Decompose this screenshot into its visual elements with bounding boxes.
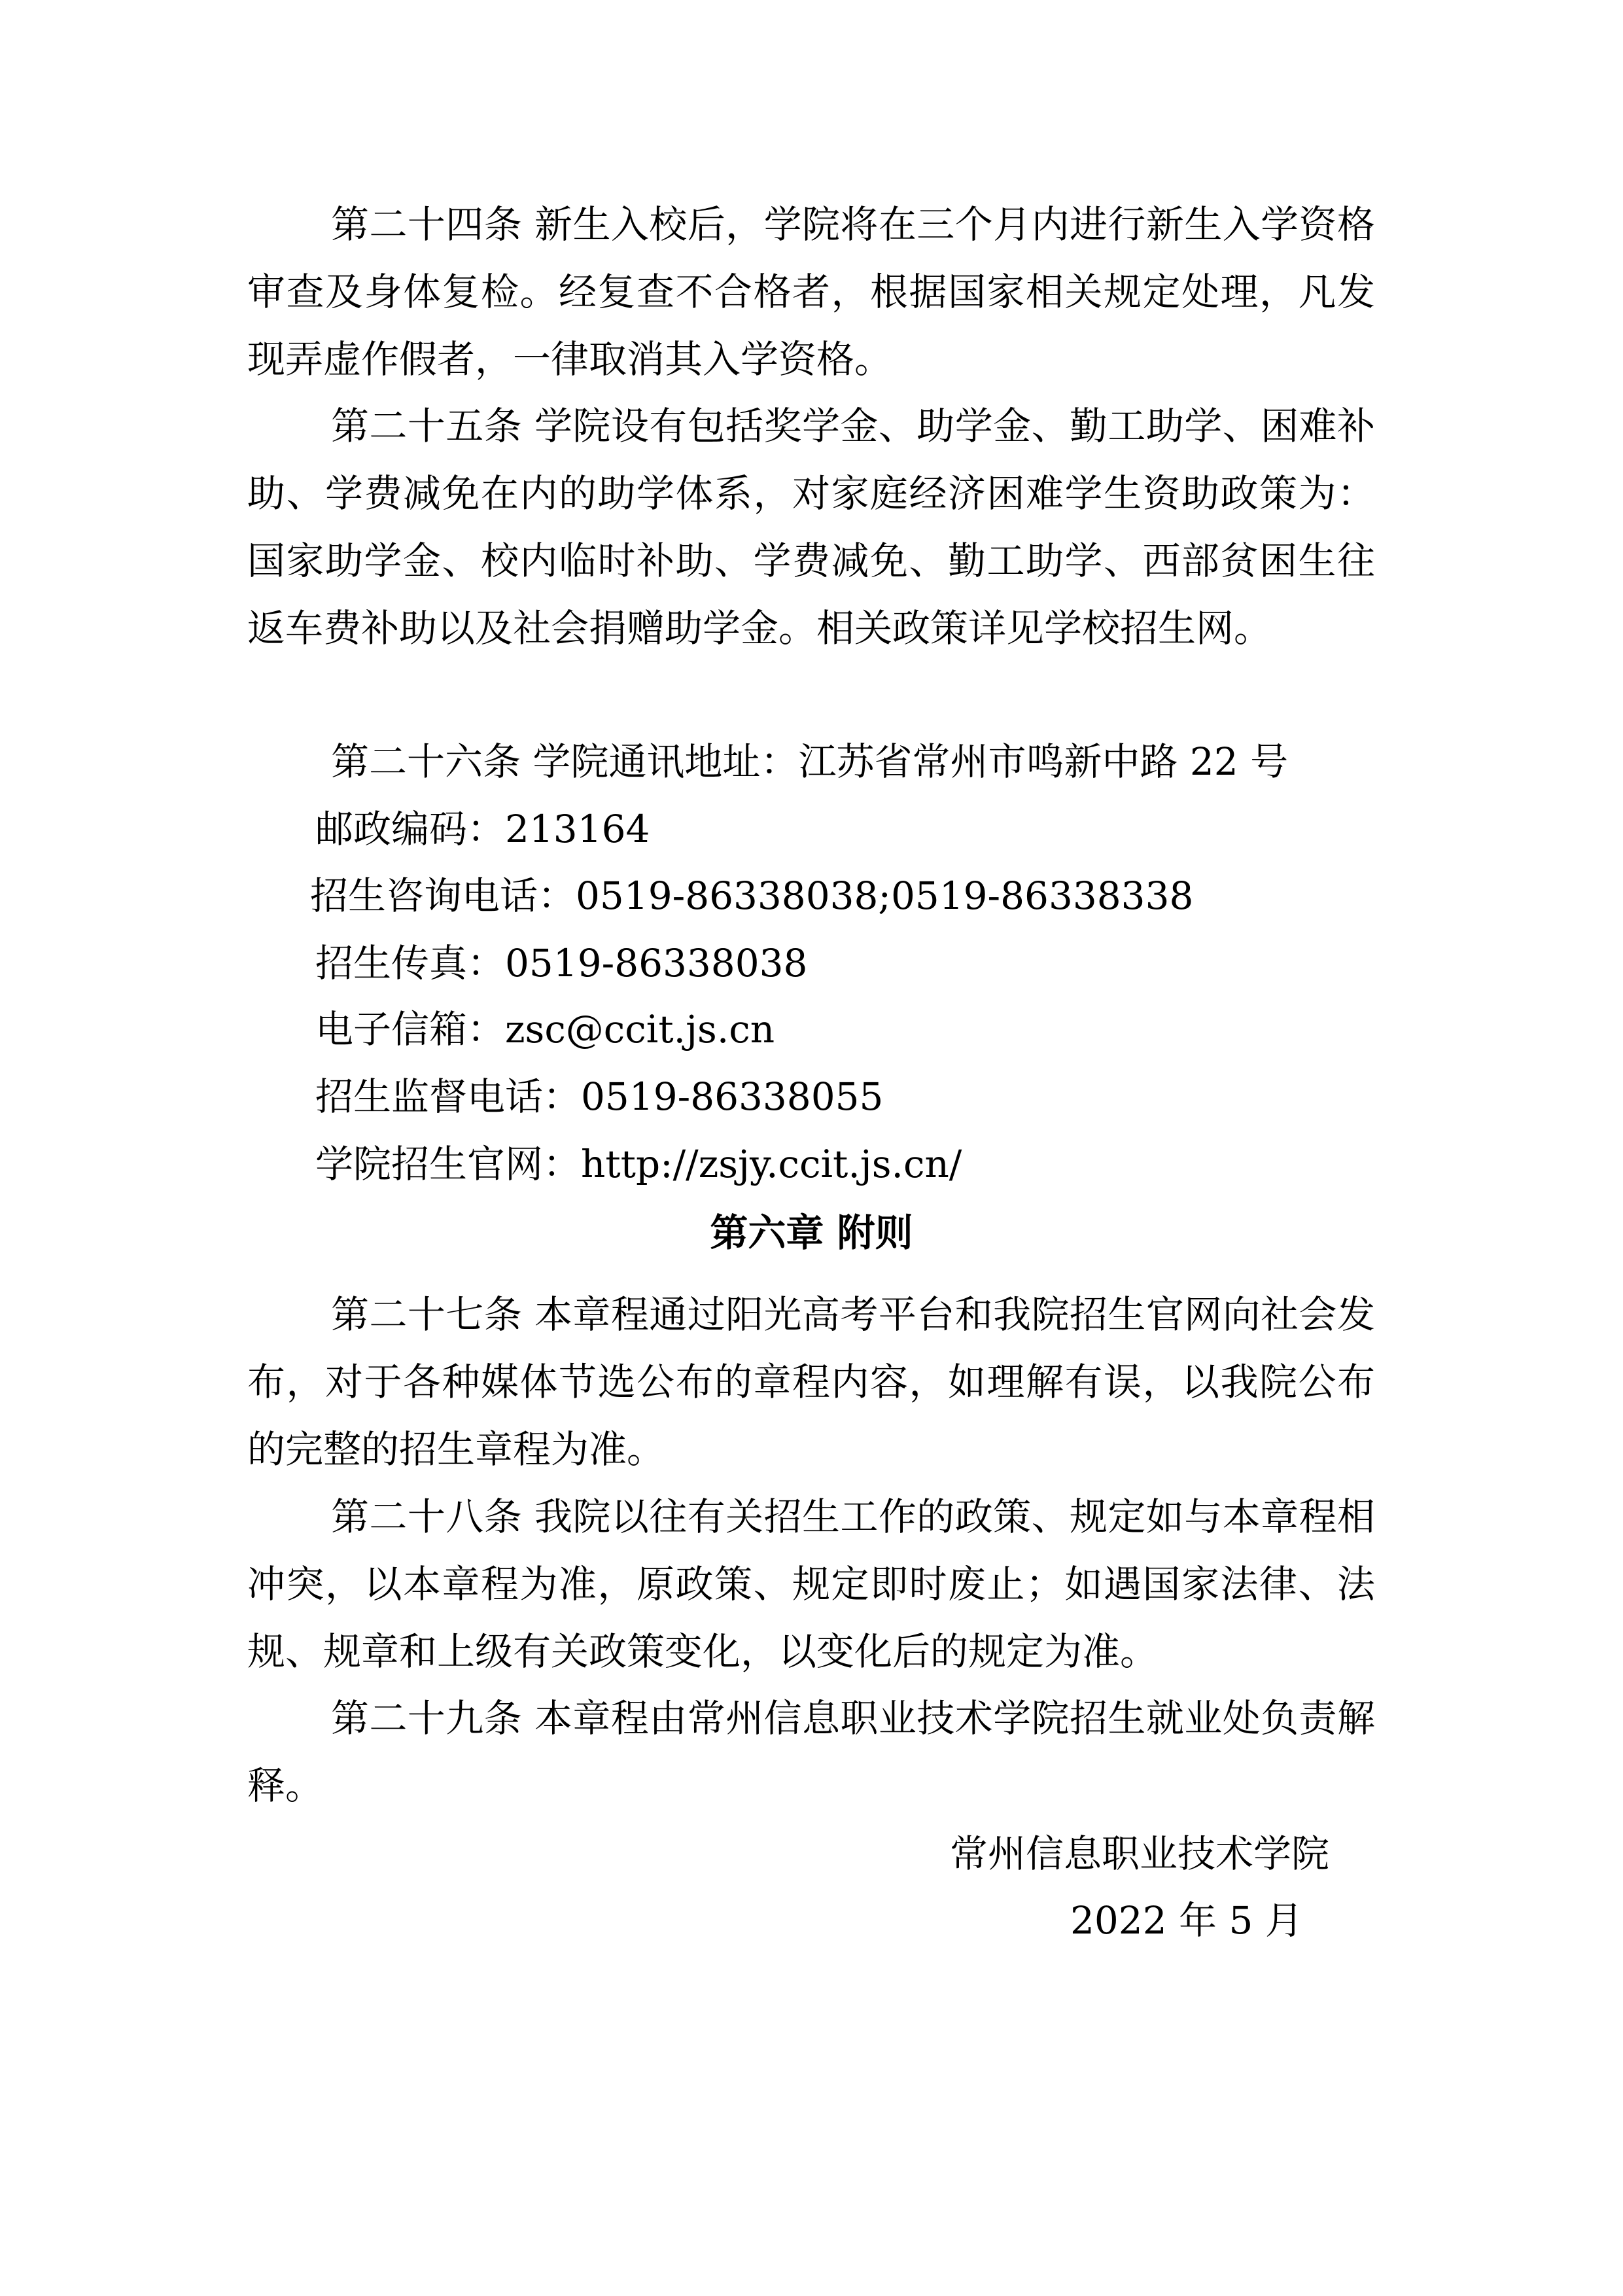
website-line: 学院招生官网：http://zsjy.ccit.js.cn/ — [315, 1142, 962, 1186]
signature-org: 常州信息职业技术学院 — [950, 1831, 1330, 1876]
consult-phone-line: 招生咨询电话：0519-86338038;0519-86338338 — [310, 874, 1194, 918]
article-27-paragraph: 第二十七条 本章程通过阳光高考平台和我院招生官网向社会发布，对于各种媒体节选公布的章程内容，如理解有误，以我院公布的完整的招生章程为准。 — [247, 1292, 1375, 1472]
address-line: 第二十六条 学院通讯地址：江苏省常州市鸣新中路 22 号 — [331, 739, 1289, 784]
postcode-line: 邮政编码：213164 — [315, 807, 650, 851]
chapter-heading: 第六章 附则 — [710, 1210, 913, 1255]
article-29-paragraph: 第二十九条 本章程由常州信息职业技术学院招生就业处负责解释。 — [247, 1696, 1375, 1808]
signature-date: 2022 年 5 月 — [1070, 1898, 1303, 1943]
supervision-phone-line: 招生监督电话：0519-86338055 — [315, 1074, 884, 1119]
email-line: 电子信箱：zsc@ccit.js.cn — [315, 1007, 775, 1051]
article-25-paragraph: 第二十五条 学院设有包括奖学金、助学金、勤工助学、困难补助、学费减免在内的助学体系，对家庭经济困难学生资助政策为：国家助学金、校内临时补助、学费减免、勤工助学、西部贫困生往返车费补助以及社会捐赠助学金。相关政策详见学校招生网。 — [247, 404, 1375, 650]
article-24-paragraph: 第二十四条 新生入校后，学院将在三个月内进行新生入学资格审查及身体复检。经复查不合格者，根据国家相关规定处理，凡发现弄虚作假者，一律取消其入学资格。 — [247, 202, 1375, 381]
fax-line: 招生传真：0519-86338038 — [315, 941, 808, 985]
article-28-paragraph: 第二十八条 我院以往有关招生工作的政策、规定如与本章程相冲突，以本章程为准，原政策、规定即时废止；如遇国家法律、法规、规章和上级有关政策变化，以变化后的规定为准。 — [247, 1494, 1375, 1674]
